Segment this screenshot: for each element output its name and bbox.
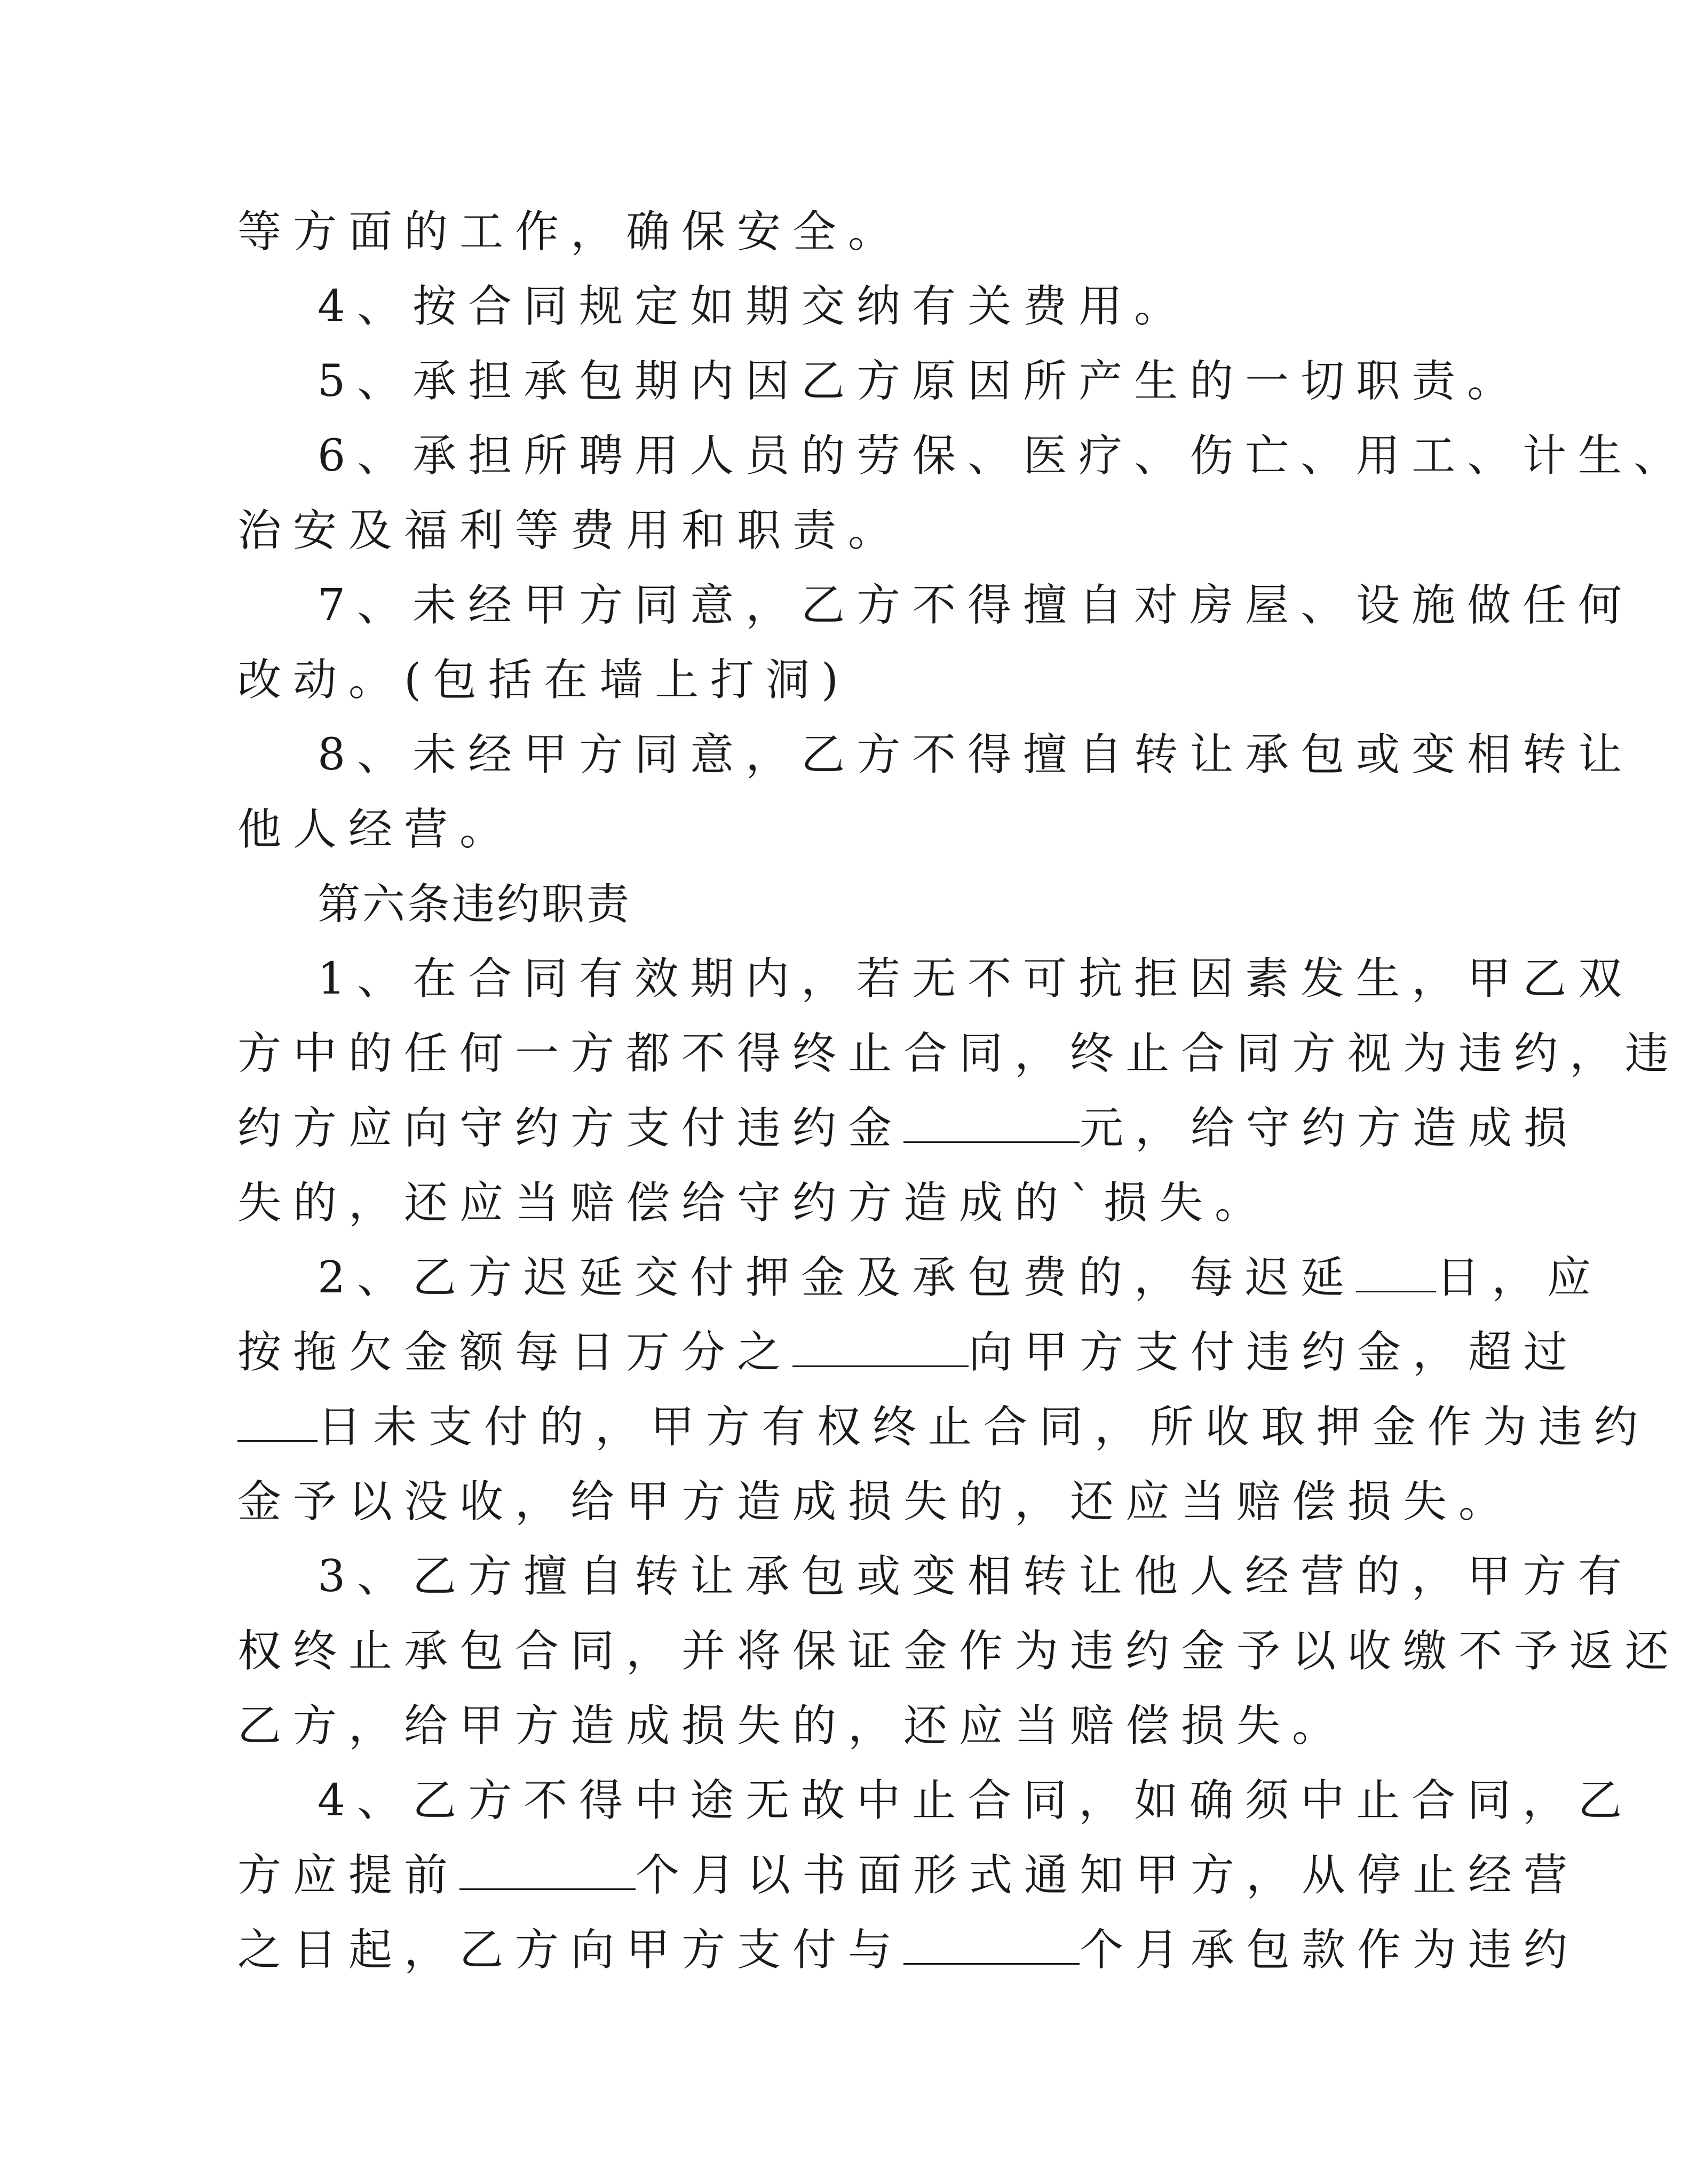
text-line-16 xyxy=(237,1315,1580,1390)
line-text: 等方面的工作，确保安全。 xyxy=(237,207,904,257)
line-text: 方中的任何一方都不得终止合同，终止合同方视为违约，违 xyxy=(237,1028,1681,1079)
line-text: 方应提前 xyxy=(237,1850,460,1901)
text-line-5 xyxy=(237,494,1331,568)
text-line-23 xyxy=(237,1838,1580,1913)
line-text: 失的，还应当赔偿给守约方造成的`损失。 xyxy=(237,1178,1271,1228)
line-text: 改动。(包括在墙上打洞) xyxy=(237,655,850,705)
fill-in-blank xyxy=(903,1099,1080,1143)
fill-in-blank xyxy=(792,1323,969,1367)
text-line-20 xyxy=(237,1614,1681,1689)
text-line-13 xyxy=(237,1091,1580,1166)
fill-in-blank xyxy=(903,1920,1080,1965)
line-text: 他人经营。 xyxy=(237,804,516,855)
text-line-11 xyxy=(318,942,1634,1016)
text-line-3 xyxy=(318,344,1523,419)
line-text: 1、在合同有效期内，若无不可抗拒因素发生，甲乙双 xyxy=(318,954,1634,1004)
text-line-1 xyxy=(237,195,1331,269)
fill-in-blank xyxy=(237,1397,318,1442)
section-heading xyxy=(318,867,1331,942)
fill-in-blank xyxy=(1356,1248,1436,1292)
text-line-15 xyxy=(318,1241,1603,1315)
text-line-22 xyxy=(318,1764,1634,1838)
text-line-8 xyxy=(318,718,1634,792)
line-text: 8、未经甲方同意，乙方不得擅自转让承包或变相转让 xyxy=(318,729,1634,780)
line-text: 之日起，乙方向甲方支付与 xyxy=(237,1925,904,1975)
line-text: 金予以没收，给甲方造成损失的，还应当赔偿损失。 xyxy=(237,1476,1514,1527)
text-line-19 xyxy=(318,1539,1634,1614)
line-text: 2、乙方迟延交付押金及承包费的，每迟延 xyxy=(318,1252,1357,1303)
text-line-9 xyxy=(237,792,1331,867)
line-text: 治安及福利等费用和职责。 xyxy=(237,505,904,556)
line-text: 乙方，给甲方造成损失的，还应当赔偿损失。 xyxy=(237,1701,1348,1751)
text-line-24 xyxy=(237,1913,1580,1988)
line-text: 日，应 xyxy=(1436,1252,1603,1303)
line-text: 3、乙方擅自转让承包或变相转让他人经营的，甲方有 xyxy=(318,1551,1634,1602)
line-text: 4、乙方不得中途无故中止合同，如确须中止合同，乙 xyxy=(318,1775,1634,1826)
line-text: 第六条违约职责 xyxy=(318,879,631,929)
text-line-12 xyxy=(237,1016,1681,1091)
line-text: 个月以书面形式通知甲方，从停止经营 xyxy=(636,1850,1580,1901)
text-line-18 xyxy=(237,1465,1514,1539)
text-line-17 xyxy=(237,1390,1650,1465)
line-text: 向甲方支付违约金，超过 xyxy=(969,1327,1580,1378)
line-text: 按拖欠金额每日万分之 xyxy=(237,1327,793,1378)
line-text: 约方应向守约方支付违约金 xyxy=(237,1103,904,1154)
line-text: 7、未经甲方同意，乙方不得擅自对房屋、设施做任何 xyxy=(318,580,1634,631)
line-text: 元，给守约方造成损 xyxy=(1080,1103,1580,1154)
text-line-21 xyxy=(237,1689,1348,1764)
line-text: 个月承包款作为违约 xyxy=(1080,1925,1580,1975)
line-text: 权终止承包合同，并将保证金作为违约金予以收缴不予返还 xyxy=(237,1626,1681,1677)
text-line-14 xyxy=(237,1166,1331,1241)
line-text: 4、按合同规定如期交纳有关费用。 xyxy=(318,281,1190,332)
text-line-4 xyxy=(318,419,1689,494)
line-text: 5、承担承包期内因乙方原因所产生的一切职责。 xyxy=(318,356,1523,407)
text-line-6 xyxy=(318,568,1634,643)
line-text: 6、承担所聘用人员的劳保、医疗、伤亡、用工、计生、 xyxy=(318,431,1689,481)
line-text: 日未支付的，甲方有权终止合同，所收取押金作为违约 xyxy=(318,1402,1650,1452)
text-line-2 xyxy=(318,269,1331,344)
fill-in-blank xyxy=(459,1846,636,1890)
text-line-7 xyxy=(237,643,1331,718)
